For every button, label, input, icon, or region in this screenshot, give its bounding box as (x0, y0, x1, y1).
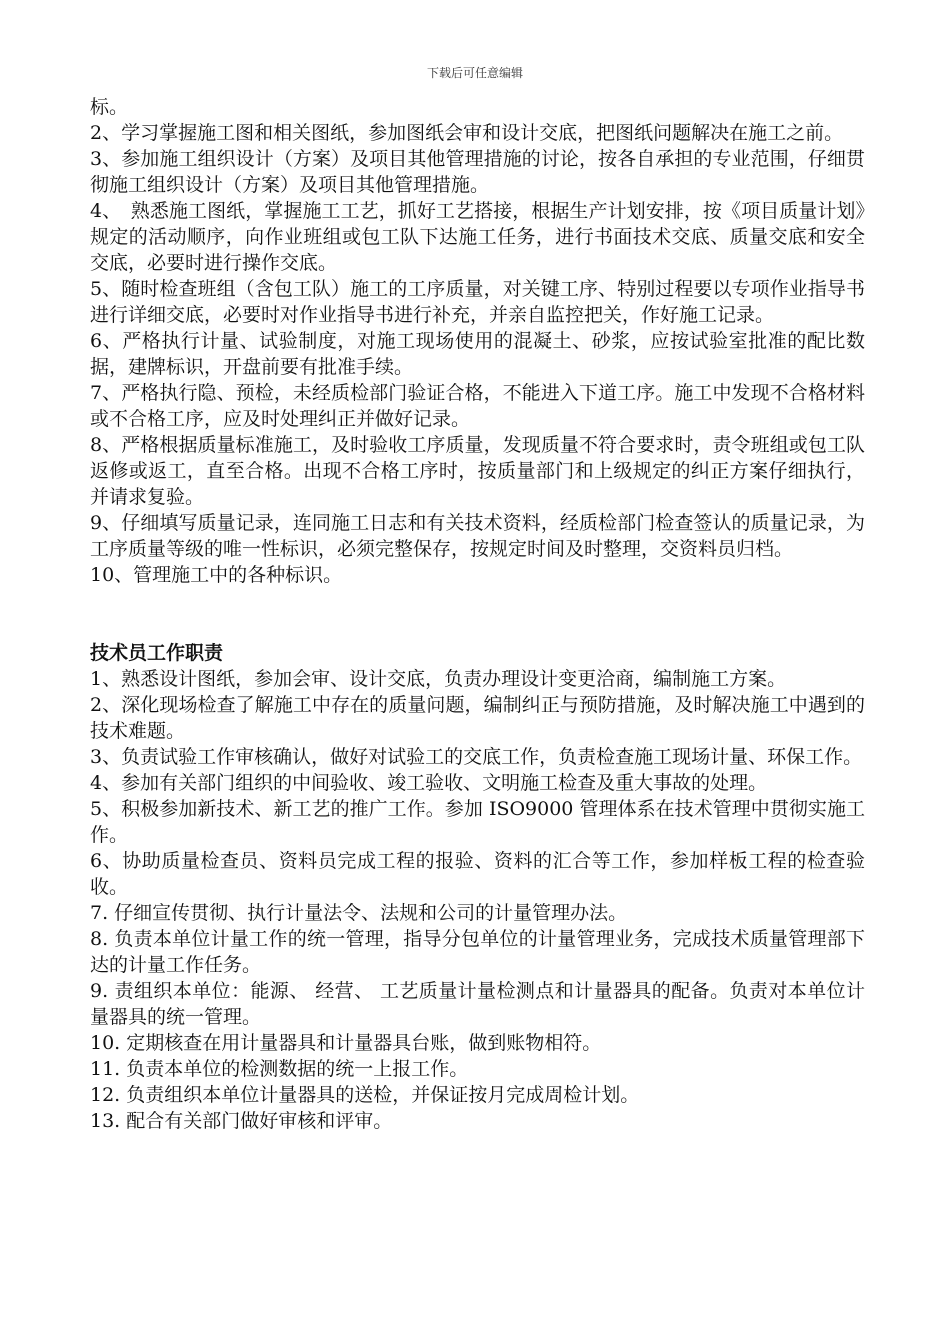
paragraph: 13. 配合有关部门做好审核和评审。 (90, 1110, 393, 1132)
paragraph: 9、仔细填写质量记录，连同施工日志和有关技术资料，经质检部门检查签认的质量记录，为工序质量等级的唯一性标识，必须完整保存，按规定时间及时整理，交资料员归档。 (90, 512, 865, 560)
section-responsibilities-continued (90, 94, 865, 588)
page-header: 下载后可任意编辑 (426, 66, 523, 80)
paragraph: 5、积极参加新技术、新工艺的推广工作。参加 ISO9000 管理体系在技术管理中贯彻实施工作。 (90, 798, 865, 846)
section-title: 技术员工作职责 (90, 642, 224, 664)
paragraph: 2、深化现场检查了解施工中存在的质量问题，编制纠正与预防措施，及时解决施工中遇到的技术难题。 (90, 694, 865, 742)
paragraph: 4、参加有关部门组织的中间验收、竣工验收、文明施工检查及重大事故的处理。 (90, 772, 768, 794)
paragraph: 6、协助质量检查员、资料员完成工程的报验、资料的汇合等工作，参加样板工程的检查验收。 (90, 850, 865, 898)
paragraph: 11. 负责本单位的检测数据的统一上报工作。 (90, 1058, 469, 1080)
paragraph: 2、学习掌握施工图和相关图纸，参加图纸会审和设计交底，把图纸问题解决在施工之前。 (90, 122, 844, 144)
paragraph: 3、参加施工组织设计（方案）及项目其他管理措施的讨论，按各自承担的专业范围，仔细贯彻施工组织设计（方案）及项目其他管理措施。 (90, 148, 865, 196)
document-body (90, 94, 865, 1134)
paragraph: 7、严格执行隐、预检，未经质检部门验证合格，不能进入下道工序。施工中发现不合格材料或不合格工序，应及时处理纠正并做好记录。 (90, 382, 865, 430)
paragraph: 12. 负责组织本单位计量器具的送检，并保证按月完成周检计划。 (90, 1084, 640, 1106)
paragraph: 10、管理施工中的各种标识。 (90, 564, 343, 586)
paragraph: 10. 定期核查在用计量器具和计量器具台账，做到账物相符。 (90, 1032, 602, 1054)
paragraph: 6、严格执行计量、试验制度，对施工现场使用的混凝土、砂浆，应按试验室批准的配比数据，建牌标识，开盘前要有批准手续。 (90, 330, 865, 378)
paragraph: 5、随时检查班组（含包工队）施工的工序质量，对关键工序、特别过程要以专项作业指导书进行详细交底，必要时对作业指导书进行补充，并亲自监控把关，作好施工记录。 (90, 278, 865, 326)
paragraph: 7. 仔细宣传贯彻、执行计量法令、法规和公司的计量管理办法。 (90, 902, 628, 924)
paragraph: 9. 责组织本单位：能源、 经营、 工艺质量计量检测点和计量器具的配备。负责对本单位计量器具的统一管理。 (90, 980, 865, 1028)
paragraph: 4、 熟悉施工图纸，掌握施工工艺，抓好工艺搭接，根据生产计划安排，按《项目质量计划》规定的活动顺序，向作业班组或包工队下达施工任务，进行书面技术交底、质量交底和安全交底，必要时进行操作交底。 (90, 200, 865, 274)
section-technician-duties (90, 640, 865, 1134)
paragraph: 8. 负责本单位计量工作的统一管理，指导分包单位的计量管理业务，完成技术质量管理部下达的计量工作任务。 (90, 928, 865, 976)
paragraph: 3、负责试验工作审核确认，做好对试验工的交底工作，负责检查施工现场计量、环保工作。 (90, 746, 863, 768)
paragraph: 1、熟悉设计图纸，参加会审、设计交底，负责办理设计变更洽商，编制施工方案。 (90, 668, 787, 690)
paragraph: 标。 (90, 96, 129, 118)
section-spacer (90, 588, 865, 640)
paragraph: 8、严格根据质量标准施工，及时验收工序质量，发现质量不符合要求时，责令班组或包工队返修或返工，直至合格。出现不合格工序时，按质量部门和上级规定的纠正方案仔细执行，并请求复验。 (90, 434, 865, 508)
